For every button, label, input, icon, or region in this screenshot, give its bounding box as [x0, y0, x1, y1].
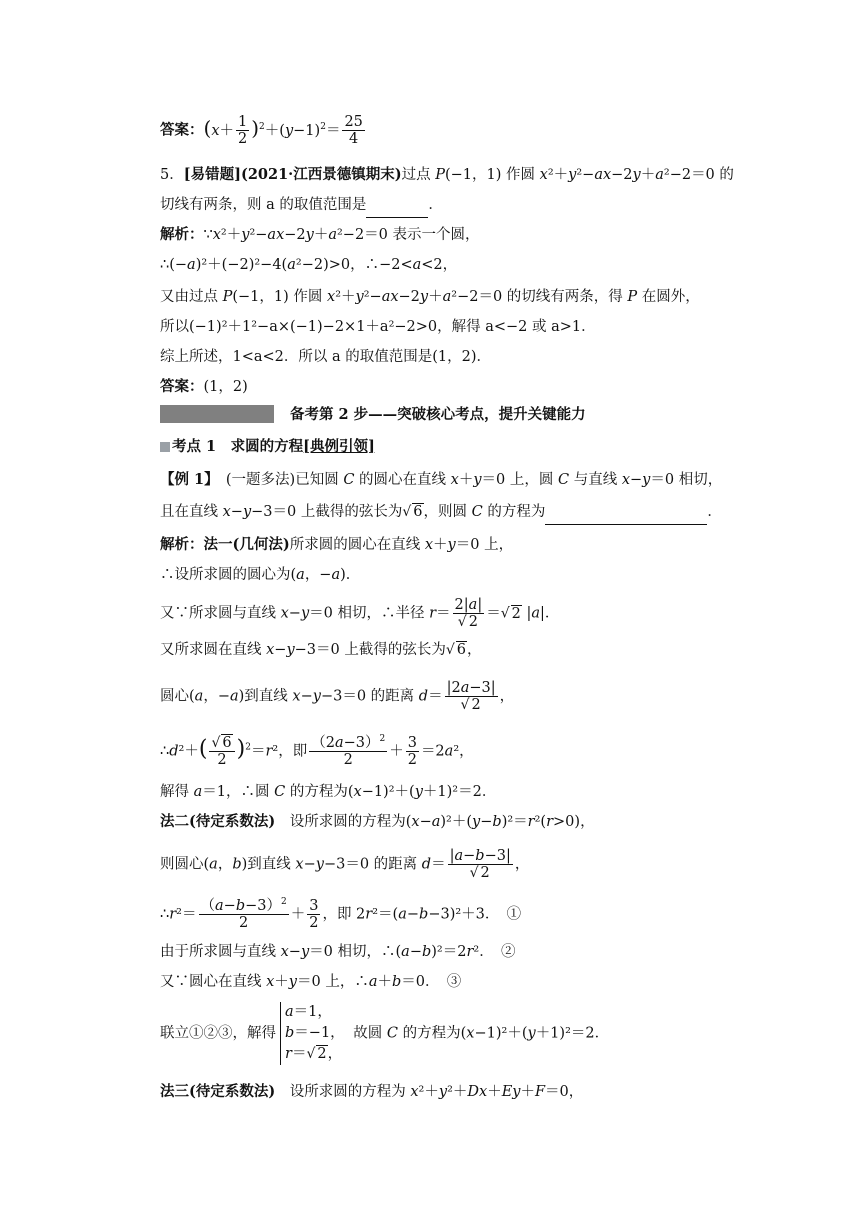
method-1-line3: 又∵所求圆与直线 x−y＝0 相切，∴半径 r＝ $\frac{2|a|}{√ 2}$ ＝√ 2 |a|．	[160, 597, 560, 630]
example-1-line1: 【例 1】 (一题多法)已知圆 C 的圆心在直线 x＋y＝0 上，圆 C 与直线 x−y＝0 相切，	[160, 471, 723, 488]
step-2-title: 备考第 2 步——突破核心考点，提升关键能力	[290, 406, 586, 423]
method-1-line2: ∴设所求圆的圆心为(a，−a)．	[160, 567, 361, 583]
key-point-tag: [典例引领]	[303, 438, 375, 455]
method-1-line5: 圆心(a，−a)到直线 x−y−3＝0 的距离 d＝ $\frac{|2a-3|}{√ 2}$ ，	[160, 680, 515, 713]
analysis-5-line1: 解析：∵x²＋y²−ax−2y＋a²−2＝0 表示一个圆，	[160, 226, 480, 243]
key-point-1: 考点 1 求圆的方程[典例引领]	[160, 437, 375, 457]
question-source: (2021·江西景德镇期末)	[240, 166, 402, 183]
method-2-line2: 则圆心(a，b)到直线 x−y−3＝0 的距离 d＝ $\frac{|a-b-3|}{√ 2}$ ，	[160, 848, 530, 881]
question-5-line1: 5．[易错题](2021·江西景德镇期末)过点 P(−1，1) 作圆 x²＋y²−ax−2y＋a²−2＝0 的	[160, 166, 734, 183]
method-2-line4: 由于所求圆与直线 x−y＝0 相切，∴(a−b)²＝2r²． ②	[160, 944, 516, 960]
method-2-line5: 又∵圆心在直线 x＋y＝0 上，∴a＋b＝0． ③	[160, 974, 462, 990]
answer-blank	[366, 197, 428, 218]
method-2-line1: 法二(待定系数法) 设所求圆的方程为(x−a)²＋(y−b)²＝r²(r>0)，	[160, 813, 595, 830]
example-1-line2: 且在直线 x−y−3＝0 上截得的弦长为√ 6，则圆 C 的方程为 ．	[160, 502, 722, 525]
analysis-5-line5: 综上所述，1<a<2．所以 a 的取值范围是(1，2)．	[160, 349, 492, 365]
analysis-5-line4: 所以(−1)²＋1²−a×(−1)−2×1＋a²−2>0，解得 a<−2 或 a>1．	[160, 319, 596, 335]
answer-label: 答案：	[160, 121, 204, 139]
method-1-line4: 又所求圆在直线 x−y−3＝0 上截得的弦长为√ 6，	[160, 642, 482, 658]
answer-blank	[545, 504, 707, 525]
method-2-line6: 联立①②③，解得a＝1， b＝−1， r＝√ 2， 故圆 C 的方程为(x−1)²＋(y＋1)²＝2．	[160, 1002, 609, 1065]
question-tag: [易错题]	[183, 166, 241, 183]
key-point-icon	[160, 442, 170, 452]
question-5-line2: 切线有两条，则 a 的取值范围是 ．	[160, 195, 443, 218]
section-bar	[160, 405, 274, 423]
answer-line-prev	[160, 114, 367, 147]
method-3-line1: 法三(待定系数法) 设所求圆的方程为 x²＋y²＋Dx＋Ey＋F＝0，	[160, 1083, 584, 1100]
analysis-5-line2: ∴(−a)²＋(−2)²−4(a²−2)>0，∴−2<a<2，	[160, 257, 458, 273]
solution-system: a＝1， b＝−1， r＝√ 2，	[280, 1002, 345, 1065]
analysis-5-line3: 又由过点 P(−1，1) 作圆 x²＋y²−ax−2y＋a²−2＝0 的切线有两条，得 P 在圆外，	[160, 289, 700, 305]
method-1-line7: 解得 a＝1，∴圆 C 的方程为(x−1)²＋(y＋1)²＝2．	[160, 784, 497, 800]
answer-5: 答案：(1，2)	[160, 378, 248, 395]
method-2-line3: ∴r²＝ $\frac{(a-b-3)^2}{2}$ ＋ $\frac{3}{2}$ ，即 2r²＝(a−b−3)²＋3． ①	[160, 897, 522, 931]
method-1-line6: ∴d²＋( $\frac{√ 6}{2}$ )$^2$＝r²，即 $\frac{(2a-3)^2}{2}$ ＋ $\frac{3}{2}$ ＝2a²，	[160, 734, 474, 768]
method-1-line1: 解析：法一(几何法)所求圆的圆心在直线 x＋y＝0 上，	[160, 536, 514, 553]
answer-expression: (x＋ $\frac{1}{2}$ )$^2+(y-1)^2=$ $\frac{25}{4}$	[203, 114, 363, 147]
